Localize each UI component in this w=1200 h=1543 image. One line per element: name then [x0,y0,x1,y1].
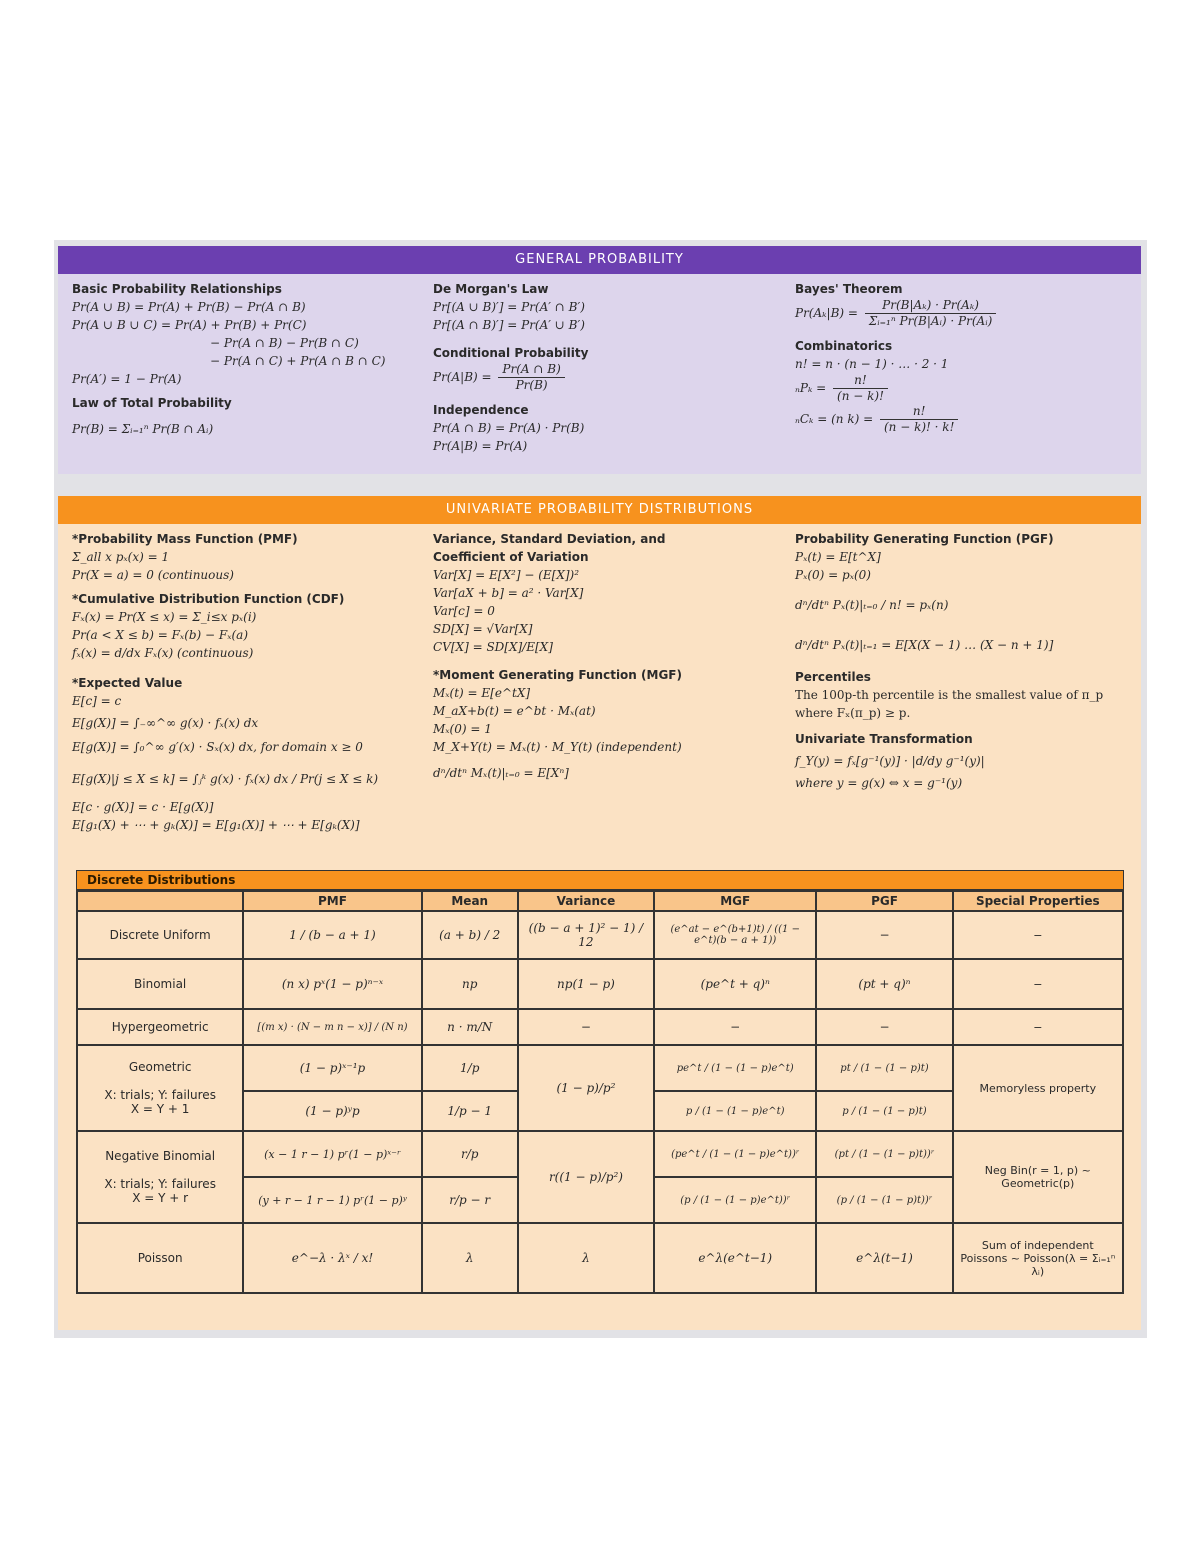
cdf-line-2: Pr(a < X ≤ b) = Fₓ(b) − Fₓ(a) [72,628,249,642]
variance-title: Variance, Standard Deviation, and [433,532,666,546]
binomial-special: − [953,959,1123,1009]
negbin-mgf-y: (p / (1 − (1 − p)e^t))ʳ [654,1177,816,1223]
negbin-pmf-y: (y + r − 1 r − 1) pʳ(1 − p)ʸ [243,1177,421,1223]
geometric-mgf-x: pe^t / (1 − (1 − p)e^t) [654,1045,816,1091]
geometric-pmf-y: (1 − p)ʸp [243,1091,421,1131]
basic-line-1: Pr(A ∪ B) = Pr(A) + Pr(B) − Pr(A ∩ B) [72,300,306,314]
cdf-line-1: Fₓ(x) = Pr(X ≤ x) = Σ_i≤x pₓ(i) [72,610,257,624]
poisson-pmf: e^−λ · λˣ / x! [243,1223,421,1293]
basic-relationships-column [72,280,422,438]
header-blank [77,891,243,911]
pmf-title: *Probability Mass Function (PMF) [72,532,298,546]
hyper-name: Hypergeometric [77,1009,243,1045]
negbin-mgf-x: (pe^t / (1 − (1 − p)e^t))ʳ [654,1131,816,1177]
hyper-special: − [953,1009,1123,1045]
poisson-mean: λ [422,1223,518,1293]
permutation-lhs: ₙPₖ = [795,381,827,395]
poisson-mgf: e^λ(e^t−1) [654,1223,816,1293]
table-row [77,1131,1123,1177]
combination-formula [795,404,1135,435]
binomial-name: Binomial [77,959,243,1009]
conditional-numerator: Pr(A ∩ B) [498,362,564,378]
geometric-relation: X = Y + 1 [130,1102,190,1116]
basic-line-4: − Pr(A ∩ C) + Pr(A ∩ B ∩ C) [210,354,386,368]
pgf-title: Probability Generating Function (PGF) [795,532,1054,546]
var-line-3: Var[c] = 0 [433,604,495,618]
bayes-lhs: Pr(Aₖ|B) = [795,306,858,320]
conditional-title: Conditional Probability [433,346,589,360]
binomial-mean: np [422,959,518,1009]
table-header-row [77,891,1123,911]
basic-title: Basic Probability Relationships [72,282,282,296]
percentiles-title: Percentiles [795,670,871,684]
demorgan-line-2: Pr[(A ∩ B)′] = Pr(A′ ∪ B′) [433,318,585,332]
transformation-line-1: f_Y(y) = fₓ[g⁻¹(y)] · |d/dy g⁻¹(y)| [795,754,985,768]
binomial-mgf: (pe^t + q)ⁿ [654,959,816,1009]
var-line-2: Var[aX + b] = a² · Var[X] [433,586,584,600]
table-title: Discrete Distributions [76,870,1124,890]
pgf-line-4: dⁿ/dtⁿ Pₓ(t)|ₜ₌₁ = E[X(X − 1) … (X − n + 1)] [795,638,1054,652]
expected-value-title: *Expected Value [72,676,183,690]
poisson-name: Poisson [77,1223,243,1293]
ev-line-4: E[g(X)|j ≤ X ≤ k] = ∫ⱼᵏ g(x) · fₓ(x) dx / Pr(j ≤ X ≤ k) [72,772,379,786]
table-row [77,1009,1123,1045]
negbin-pmf-x: (x − 1 r − 1) pʳ(1 − p)ˣ⁻ʳ [243,1131,421,1177]
independence-line-1: Pr(A ∩ B) = Pr(A) · Pr(B) [433,421,585,435]
geometric-mean-x: 1/p [422,1045,518,1091]
cdf-line-3: fₓ(x) = d/dx Fₓ(x) (continuous) [72,646,254,660]
transformation-title: Univariate Transformation [795,732,973,746]
poisson-variance: λ [518,1223,654,1293]
general-probability-header: GENERAL PROBABILITY [58,246,1141,274]
geometric-special: Memoryless property [953,1045,1123,1131]
conditional-formula [433,362,773,393]
permutation-formula [795,373,1135,404]
geometric-sub: X: trials; Y: failures [104,1088,216,1102]
header-variance: Variance [518,891,654,911]
poisson-pgf: e^λ(t−1) [816,1223,952,1293]
basic-line-2: Pr(A ∪ B ∪ C) = Pr(A) + Pr(B) + Pr(C) [72,318,307,332]
demorgan-line-1: Pr[(A ∪ B)′] = Pr(A′ ∩ B′) [433,300,585,314]
geometric-name-cell [77,1045,243,1131]
uniform-pgf: − [816,911,952,959]
binomial-pmf: (n x) pˣ(1 − p)ⁿ⁻ˣ [243,959,421,1009]
geometric-mean-y: 1/p − 1 [422,1091,518,1131]
geometric-pmf-x: (1 − p)ˣ⁻¹p [243,1045,421,1091]
bayes-numerator: Pr(B|Aₖ) · Pr(Aₖ) [865,298,997,314]
demorgan-title: De Morgan's Law [433,282,549,296]
negbin-name: Negative Binomial [105,1149,216,1163]
pmf-line-2: Pr(X = a) = 0 (continuous) [72,568,234,582]
table-row [77,959,1123,1009]
combinatorics-title: Combinatorics [795,339,893,353]
negbin-sub: X: trials; Y: failures [104,1177,216,1191]
mgf-title: *Moment Generating Function (MGF) [433,668,682,682]
table-row [77,1223,1123,1293]
negbin-pgf-y: (p / (1 − (1 − p)t))ʳ [816,1177,952,1223]
bayes-column [795,280,1135,435]
table-row [77,911,1123,959]
hyper-variance: − [518,1009,654,1045]
geometric-variance: (1 − p)/p² [518,1045,654,1131]
geometric-pgf-x: pt / (1 − (1 − p)t) [816,1045,952,1091]
uniform-name: Discrete Uniform [77,911,243,959]
var-line-5: CV[X] = SD[X]/E[X] [433,640,553,654]
negbin-name-cell [77,1131,243,1223]
negbin-mean-x: r/p [422,1131,518,1177]
geometric-name: Geometric [128,1060,192,1074]
mgf-line-3: Mₓ(0) = 1 [433,722,492,736]
uniform-mean: (a + b) / 2 [422,911,518,959]
negbin-special: Neg Bin(r = 1, p) ~ Geometric(p) [953,1131,1123,1223]
uniform-mgf: (e^at − e^(b+1)t) / ((1 − e^t)(b − a + 1)) [654,911,816,959]
bayes-title: Bayes' Theorem [795,282,903,296]
header-special: Special Properties [953,891,1123,911]
combination-denominator: (n − k)! · k! [883,420,955,434]
bayes-denominator: Σᵢ₌₁ⁿ Pr(B|Aᵢ) · Pr(Aᵢ) [868,314,993,328]
mgf-line-5: dⁿ/dtⁿ Mₓ(t)|ₜ₌₀ = E[Xⁿ] [433,766,569,780]
mgf-line-2: M_aX+b(t) = e^bt · Mₓ(at) [433,704,596,718]
binomial-pgf: (pt + q)ⁿ [816,959,952,1009]
pgf-column [795,530,1135,792]
variance-title-2: Coefficient of Variation [433,550,589,564]
pgf-line-2: Pₓ(0) = pₓ(0) [795,568,871,582]
basic-line-3: − Pr(A ∩ B) − Pr(B ∩ C) [210,336,359,350]
geometric-mgf-y: p / (1 − (1 − p)e^t) [654,1091,816,1131]
poisson-special: Sum of independent Poissons ~ Poisson(λ = Σᵢ₌₁ⁿ λᵢ) [953,1223,1123,1293]
negbin-variance: r((1 − p)/p²) [518,1131,654,1223]
uniform-variance: ((b − a + 1)² − 1) / 12 [518,911,654,959]
ev-line-3: E[g(X)] = ∫₀^∞ g′(x) · Sₓ(x) dx, for domain x ≥ 0 [72,740,363,754]
independence-line-2: Pr(A|B) = Pr(A) [433,439,528,453]
hyper-mgf: − [654,1009,816,1045]
bayes-formula [795,298,1135,329]
univariate-header: UNIVARIATE PROBABILITY DISTRIBUTIONS [58,496,1141,524]
pgf-line-3: dⁿ/dtⁿ Pₓ(t)|ₜ₌₀ / n! = pₓ(n) [795,598,949,612]
mgf-line-1: Mₓ(t) = E[e^tX] [433,686,531,700]
uniform-special: − [953,911,1123,959]
header-pmf: PMF [243,891,421,911]
var-line-4: SD[X] = √Var[X] [433,622,533,636]
permutation-denominator: (n − k)! [837,389,884,403]
negbin-relation: X = Y + r [132,1191,189,1205]
var-line-1: Var[X] = E[X²] − (E[X])² [433,568,580,582]
ev-line-6: E[g₁(X) + ⋯ + gₖ(X)] = E[g₁(X)] + ⋯ + E[gₖ(X)] [72,818,360,832]
ev-line-1: E[c] = c [72,694,122,708]
basic-line-5: Pr(A′) = 1 − Pr(A) [72,372,182,386]
conditional-denominator: Pr(B) [515,378,548,392]
binomial-variance: np(1 − p) [518,959,654,1009]
cdf-title: *Cumulative Distribution Function (CDF) [72,592,345,606]
mgf-line-4: M_X+Y(t) = Mₓ(t) · M_Y(t) (independent) [433,740,682,754]
variance-column [433,530,783,782]
pmf-line-1: Σ_all x pₓ(x) = 1 [72,550,170,564]
hyper-mean: n · m/N [422,1009,518,1045]
demorgan-column [433,280,773,455]
hyper-pgf: − [816,1009,952,1045]
factorial-formula: n! = n · (n − 1) · … · 2 · 1 [795,357,949,371]
header-mgf: MGF [654,891,816,911]
combination-lhs: ₙCₖ = (n k) = [795,412,874,426]
discrete-distributions-table [76,870,1124,1294]
conditional-lhs: Pr(A|B) = [433,370,492,384]
table-row [77,1045,1123,1091]
transformation-line-2: where y = g(x) ⇔ x = g⁻¹(y) [795,776,963,790]
header-pgf: PGF [816,891,952,911]
permutation-numerator: n! [833,373,888,389]
pmf-column [72,530,427,834]
pgf-line-1: Pₓ(t) = E[t^X] [795,550,881,564]
total-probability-title: Law of Total Probability [72,396,232,410]
percentiles-line-2: where Fₓ(π_p) ≥ p. [795,706,911,720]
total-probability-formula: Pr(B) = Σᵢ₌₁ⁿ Pr(B ∩ Aᵢ) [72,422,214,436]
negbin-mean-y: r/p − r [422,1177,518,1223]
header-mean: Mean [422,891,518,911]
percentiles-line-1: The 100p-th percentile is the smallest value of π_p [795,688,1104,702]
ev-line-5: E[c · g(X)] = c · E[g(X)] [72,800,214,814]
combination-numerator: n! [880,404,958,420]
geometric-pgf-y: p / (1 − (1 − p)t) [816,1091,952,1131]
negbin-pgf-x: (pt / (1 − (1 − p)t))ʳ [816,1131,952,1177]
uniform-pmf: 1 / (b − a + 1) [243,911,421,959]
independence-title: Independence [433,403,529,417]
hyper-pmf: [(m x) · (N − m n − x)] / (N n) [243,1009,421,1045]
ev-line-2: E[g(X)] = ∫₋∞^∞ g(x) · fₓ(x) dx [72,716,259,730]
